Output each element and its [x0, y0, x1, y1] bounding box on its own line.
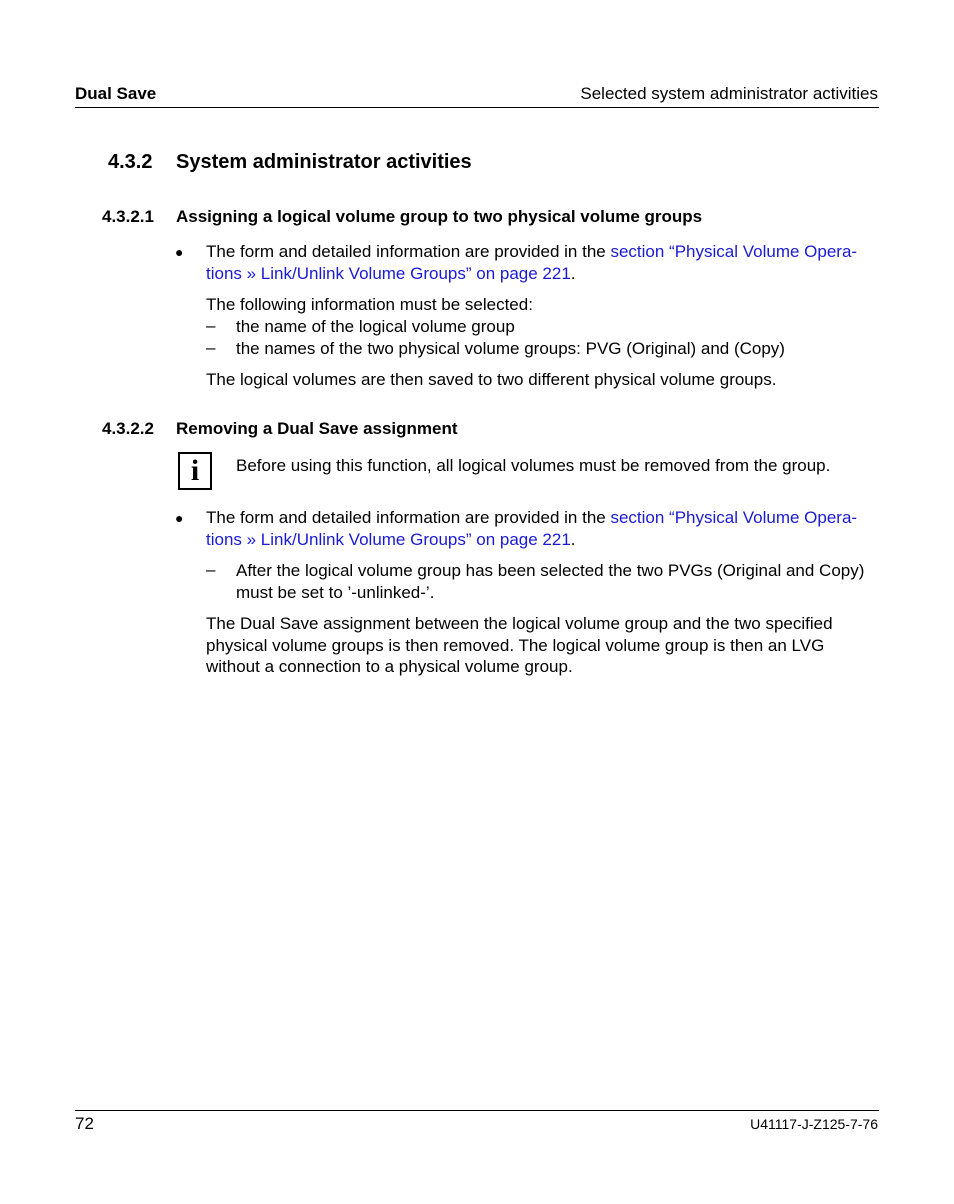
subsection-2-bullet-line-1 [206, 507, 886, 529]
subsection-2-bullet-paragraph [206, 507, 886, 550]
dash-marker: – [206, 316, 216, 335]
subsection-2-link-period: . [570, 529, 576, 549]
footer-rule [75, 1110, 879, 1111]
subsection-2-para-line-1: The Dual Save assignment between the logical volume group and the two specified [206, 614, 833, 633]
section-number: 4.3.2 [108, 151, 153, 173]
subsection-2-dash-line-2: must be set to ’-unlinked-’. [236, 582, 435, 602]
info-note-text: Before using this function, all logical volumes must be removed from the group. [236, 456, 831, 475]
subsection-1-bullet-line-2 [206, 263, 886, 285]
subsection-2-dash-line-1: After the logical volume group has been selected the two PVGs (Original and Copy) [236, 561, 865, 580]
document-id: U41117-J-Z125-7-76 [750, 1116, 878, 1132]
subsection-1-dash-item-1: the name of the logical volume group [236, 317, 515, 336]
subsection-1-section-link-cont[interactable]: tions » Link/Unlink Volume Groups” on page 221 [206, 263, 571, 283]
subsection-2-title: Removing a Dual Save assignment [176, 419, 458, 438]
page-number: 72 [75, 1114, 94, 1133]
subsection-1-bullet-text: The form and detailed information are provided in the [206, 242, 611, 261]
dash-marker: – [206, 338, 216, 357]
subsection-2-number: 4.3.2.2 [102, 419, 154, 438]
subsection-2-section-link-cont[interactable]: tions » Link/Unlink Volume Groups” on page 221 [206, 529, 571, 549]
subsection-2-bullet-text: The form and detailed information are provided in the [206, 508, 611, 527]
subsection-1-title: Assigning a logical volume group to two physical volume groups [176, 207, 703, 226]
subsection-1-bullet-paragraph [206, 241, 886, 284]
bullet-icon: ● [175, 510, 184, 526]
dash-marker: – [206, 560, 216, 579]
subsection-2-dash-item [236, 560, 896, 603]
header-rule [75, 107, 879, 108]
subsection-2-bullet-line-2 [206, 529, 886, 551]
section-title: System administrator activities [176, 151, 472, 173]
info-icon: i [178, 452, 212, 490]
subsection-1-para-2: The logical volumes are then saved to two different physical volume groups. [206, 370, 777, 389]
subsection-1-section-link[interactable]: section “Physical Volume Opera- [610, 242, 858, 261]
subsection-1-link-period: . [570, 263, 576, 283]
subsection-2-para-line-2: physical volume groups is then removed. The logical volume group is then an LVG [206, 635, 825, 655]
subsection-2-para-line-3: without a connection to a physical volume group. [206, 657, 573, 676]
subsection-1-dash-item-2: the names of the two physical volume groups: PVG (Original) and (Copy) [236, 339, 785, 358]
subsection-1-number: 4.3.2.1 [102, 207, 154, 226]
subsection-1-para-1: The following information must be selected: [206, 295, 533, 314]
subsection-2-section-link[interactable]: section “Physical Volume Opera- [610, 508, 858, 527]
running-header-chapter: Dual Save [75, 84, 157, 103]
running-header-section: Selected system administrator activities [580, 84, 878, 103]
bullet-icon: ● [175, 244, 184, 260]
subsection-1-bullet-line-1 [206, 241, 886, 263]
subsection-2-paragraph [206, 613, 886, 678]
